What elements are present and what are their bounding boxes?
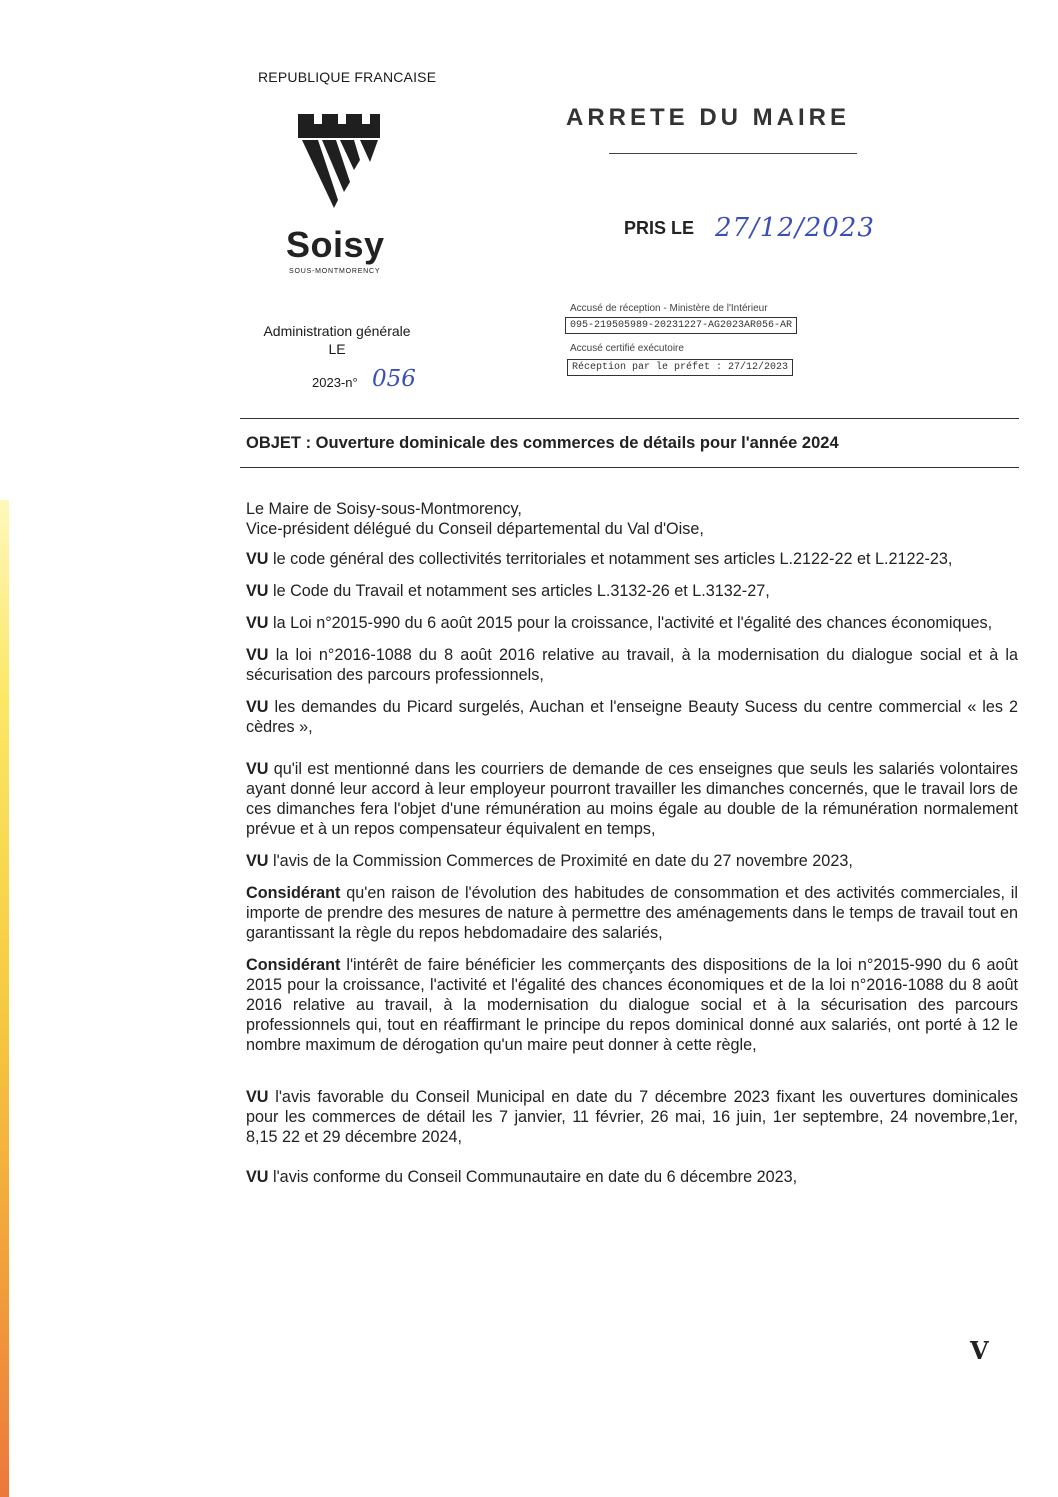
vu-label: VU [246,1168,269,1186]
soisy-crest-icon [288,108,388,233]
handwritten-initials: V [970,1336,989,1365]
accuse-reception-label: Accusé de réception - Ministère de l'Intérieur [570,303,768,314]
logo-subtitle: SOUS-MONTMORENCY [289,268,381,275]
paragraph-text: la Loi n°2015-990 du 6 août 2015 pour la croissance, l'activité et l'égalité des chances économiques, [273,614,993,632]
vu-paragraph [246,1087,1018,1147]
paragraph-text: l'intérêt de faire bénéficier les commerçants des dispositions de la loi n°2015-990 du 6 août 2015 pour la croissance, l'activité et l'égalité des chances économiques et de la loi n°2016-1088 du 8 août 2016 relative au travail, à la modernisation du dialogue social et à la sécurisation des parcours professionnels qui, tout en réaffirmant le principe du repos dominical donné aux salariés, ont porté à 12 le nombre maximum de dérogation qu'un maire peut donner à cette règle, [246,956,1019,1054]
vu-label: VU [246,646,269,664]
vu-paragraph [246,697,1018,737]
service-name: Administration générale [263,323,411,339]
pris-le-label: PRIS LE [624,218,695,238]
title-underline [609,153,857,154]
intro-line-2: Vice-président délégué du Conseil départemental du Val d'Oise, [246,520,704,538]
paragraph-text: qu'il est mentionné dans les courriers de demande de ces enseignes que seuls les salariés volontaires ayant donné leur accord à leur employeur pourront travailler les dimanches concernés, que le travail lors de ces dimanches fera l'objet d'une rémunération au moins égale au double de la rémunération normalement prévue et à un repos compensateur équivalent en temps, [246,760,1018,838]
vu-paragraph [246,1167,1018,1187]
vu-paragraph [246,645,1018,685]
paragraph-text: l'avis conforme du Conseil Communautaire en date du 6 décembre 2023, [273,1168,798,1186]
document-body [246,499,1018,1187]
vu-label: VU [246,698,269,716]
paragraph-text: les demandes du Picard surgelés, Auchan et l'enseigne Beauty Sucess du centre commercial « les 2 cèdres », [246,698,1018,736]
logo-name: Soisy [286,224,385,265]
objet-top-rule [240,418,1019,419]
vu-label: VU [246,852,269,870]
vu-paragraph [246,613,1018,633]
document-title: ARRETE DU MAIRE [566,104,851,131]
service-block [256,322,418,358]
scan-edge-stripe [0,500,9,1497]
paragraph-text: qu'en raison de l'évolution des habitudes de consommation et des activités commerciales, il importe de prendre des mesures de nature à permettre des aménagements dans le temps de travail tout en garantissant la règle du repos hebdomadaire des salariés, [246,884,1018,942]
numero-value-handwritten: 056 [372,366,416,392]
vu-label: VU [246,1088,269,1106]
vu-label: VU [246,760,269,778]
numero-prefix: 2023-n° [312,375,358,390]
vu-paragraph [246,549,1018,569]
vu-label: VU [246,614,269,632]
pris-le-date-handwritten: 27/12/2023 [715,213,875,243]
vu-paragraph [246,581,1018,601]
vu-label: VU [246,550,269,568]
paragraph-text: le Code du Travail et notamment ses articles L.3132-26 et L.3132-27, [273,582,770,600]
considerant-paragraph [246,883,1018,943]
considerant-paragraph [246,955,1018,1055]
service-sub: LE [328,341,346,357]
accuse-reception-id: 095-219505989-20231227-AG2023AR056-AR [565,317,797,334]
paragraph-text: le code général des collectivités territoriales et notamment ses articles L.2122-22 et L.2122-23, [273,550,953,568]
paragraph-text: l'avis favorable du Conseil Municipal en date du 7 décembre 2023 fixant les ouvertures dominicales pour les commerces de détail les 7 janvier, 11 février, 26 mai, 16 juin, 1er septembre, 24 novembre,1er, 8,15 22 et 29 décembre 2024, [246,1088,1018,1146]
paragraph-text: la loi n°2016-1088 du 8 août 2016 relative au travail, à la modernisation du dialogue social et à la sécurisation des parcours professionnels, [246,646,1018,684]
considerant-label: Considérant [246,956,341,974]
considerant-label: Considérant [246,884,341,902]
vu-paragraph [246,759,1018,839]
accuse-executoire-label: Accusé certifié exécutoire [570,343,684,354]
paragraph-text: l'avis de la Commission Commerces de Proximité en date du 27 novembre 2023, [273,852,853,870]
accuse-executoire-value: Réception par le préfet : 27/12/2023 [567,359,793,376]
objet-line: OBJET : Ouverture dominicale des commerces de détails pour l'année 2024 [246,434,839,452]
republique-header: REPUBLIQUE FRANCAISE [258,69,437,85]
intro-line-1: Le Maire de Soisy-sous-Montmorency, [246,500,522,518]
vu-paragraph [246,851,1018,871]
objet-bottom-rule [240,467,1019,468]
vu-label: VU [246,582,269,600]
